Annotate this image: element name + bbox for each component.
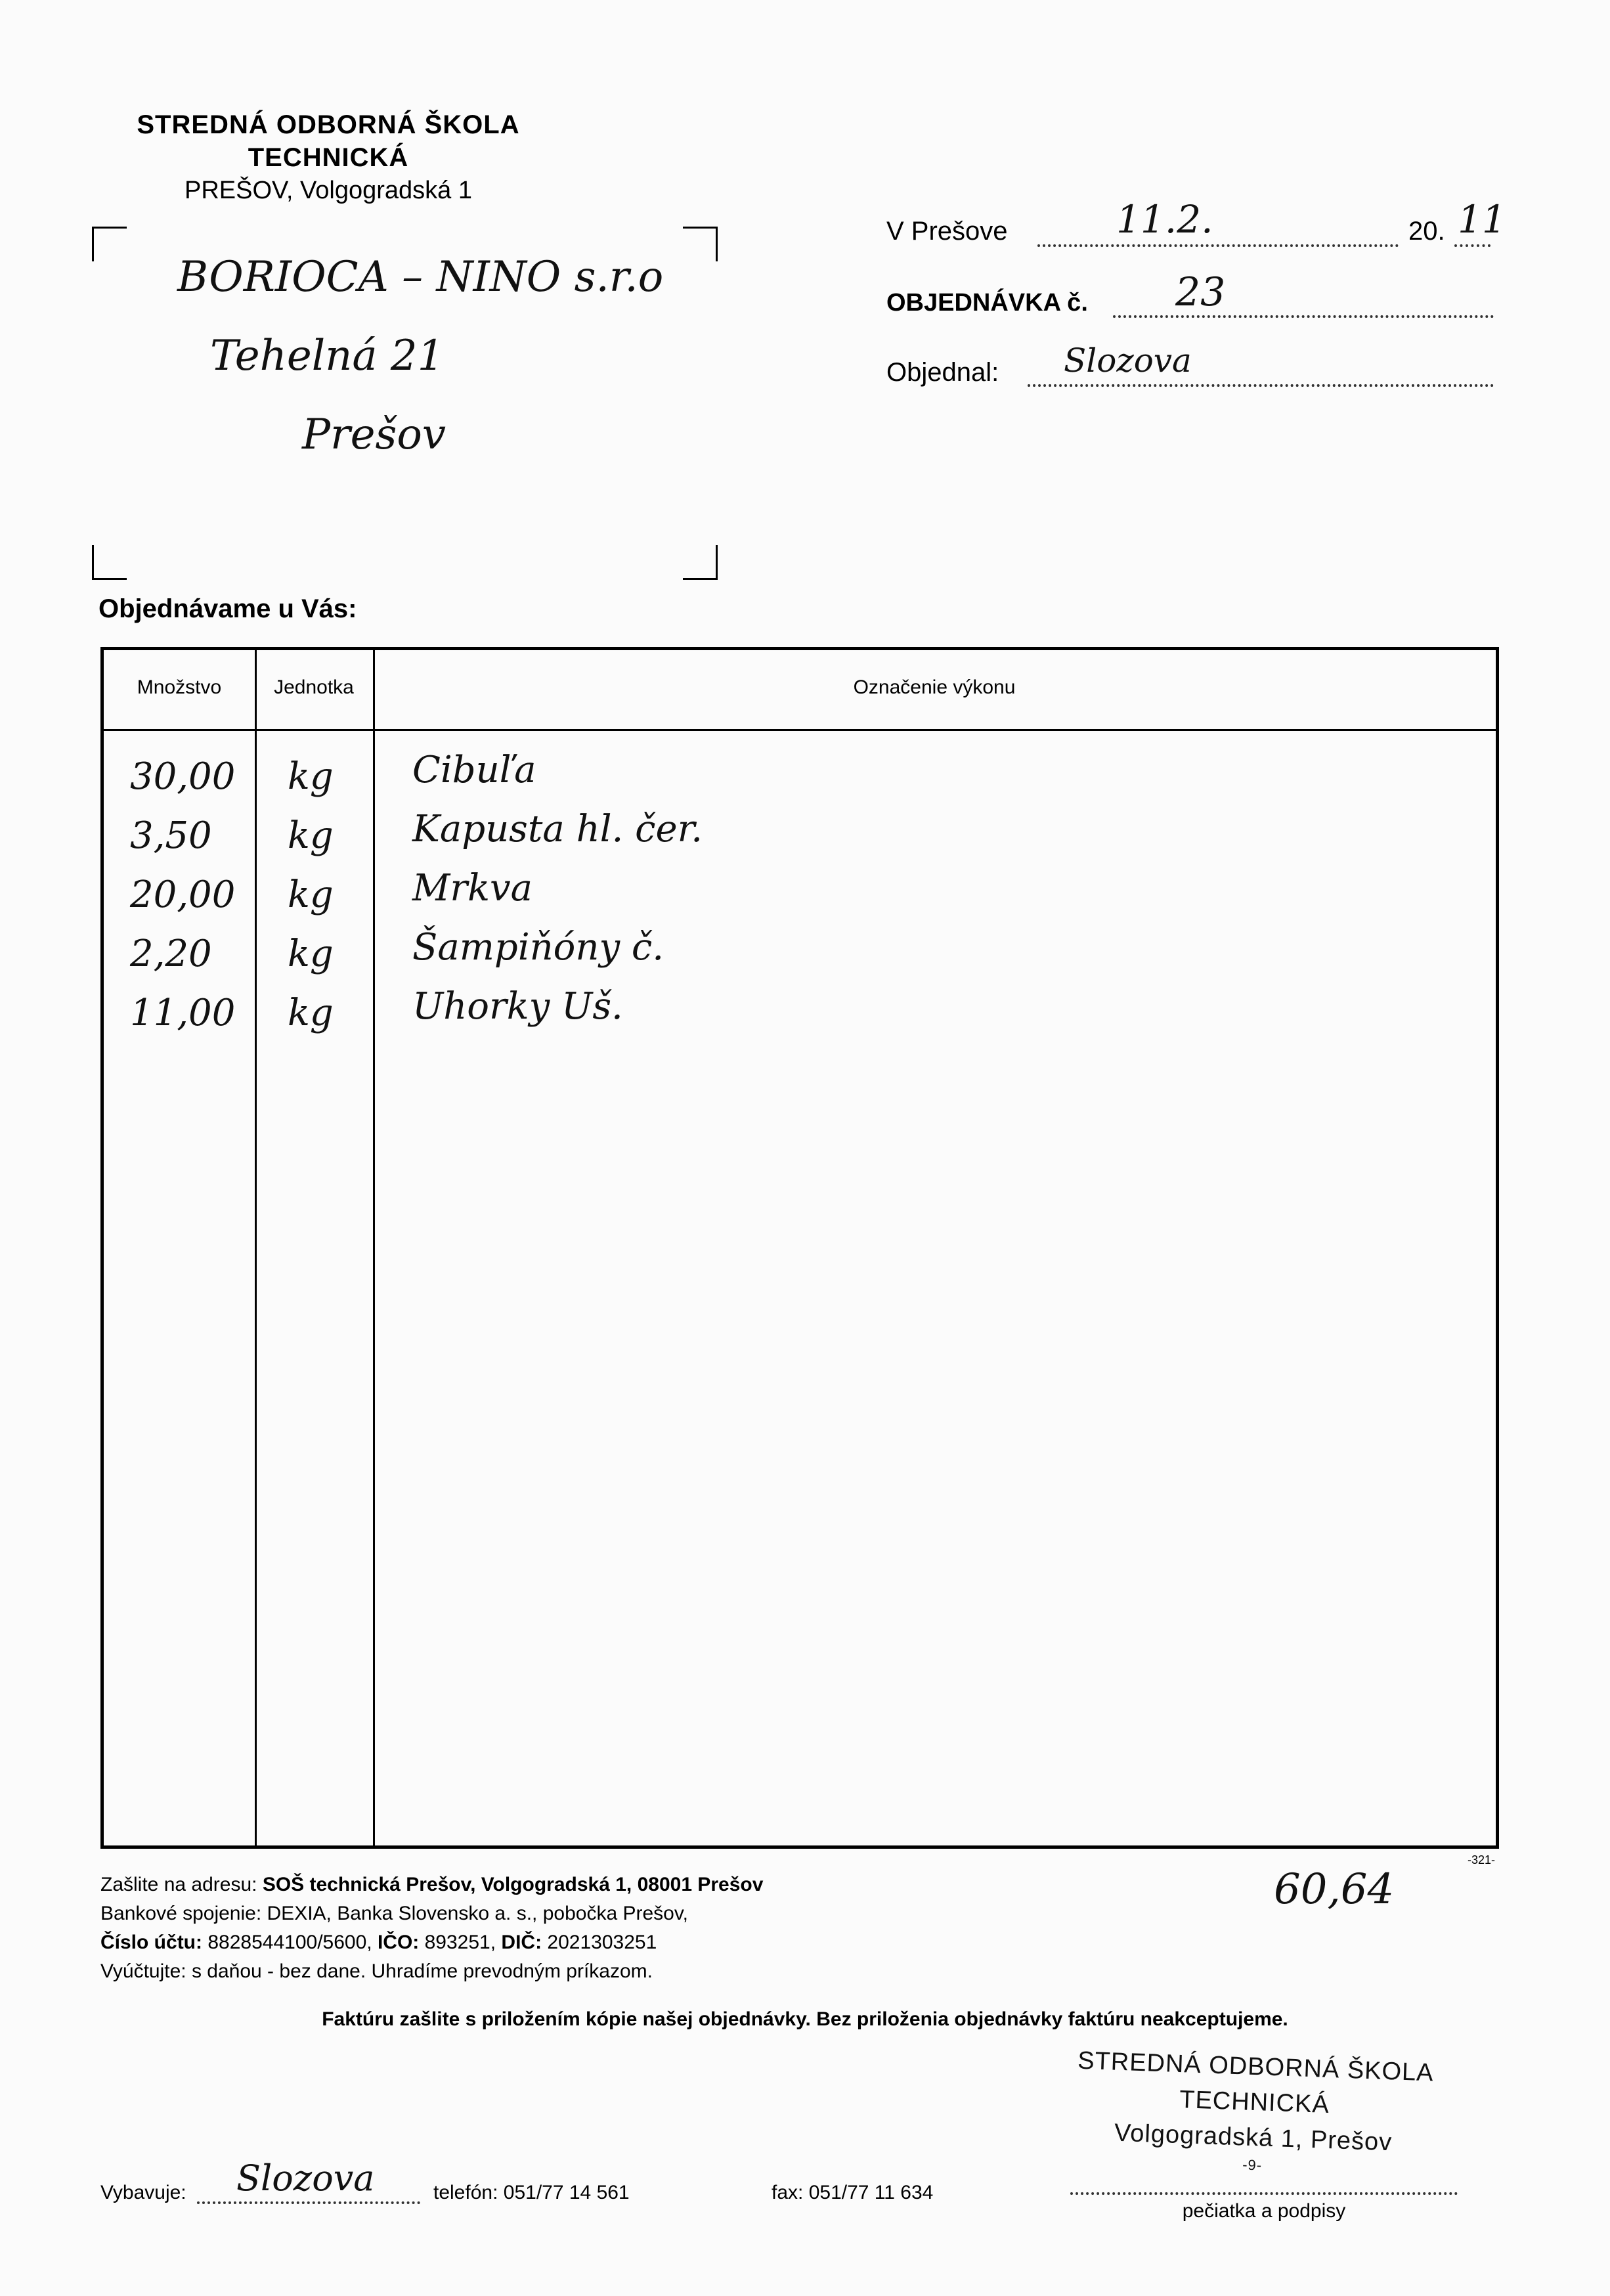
row-description: Cibuľa	[412, 749, 536, 791]
header-unit: Jednotka	[274, 676, 354, 698]
place-label: V Prešove	[886, 217, 1008, 246]
processed-value: Slozova	[236, 2157, 375, 2199]
account-value: 8828544100/5600,	[207, 1932, 372, 1953]
bank-value: DEXIA, Banka Slovensko a. s., pobočka Prešov,	[267, 1903, 688, 1924]
row-unit: kg	[288, 873, 334, 916]
phone-line	[433, 2182, 630, 2204]
header-divider	[104, 729, 1496, 731]
footer-bank-line	[100, 1899, 763, 1928]
billing-label: Vyúčtujte:	[100, 1960, 186, 1982]
column-divider	[373, 650, 375, 1845]
ordered-by-value: Slozova	[1064, 342, 1192, 380]
handwritten-total: 60,64	[1274, 1865, 1395, 1914]
year-value: 11	[1458, 197, 1506, 242]
footer-billing-line	[100, 1957, 763, 1986]
row-unit: kg	[288, 755, 334, 798]
ordered-by-dotted-line	[1028, 384, 1494, 387]
phone-value: 051/77 14 561	[503, 2182, 630, 2203]
bank-label: Bankové spojenie:	[100, 1903, 262, 1924]
row-description: Mrkva	[412, 867, 533, 910]
recipient-city: Prešov	[302, 410, 446, 459]
row-description: Kapusta hl. čer.	[412, 808, 703, 850]
row-unit: kg	[288, 992, 334, 1034]
processed-label: Vybavuje:	[100, 2182, 186, 2203]
stamp-caption: pečiatka a podpisy	[1182, 2200, 1346, 2222]
school-name-line2: TECHNICKÁ	[248, 143, 409, 172]
dic-label: DIČ:	[501, 1932, 542, 1953]
fax-line	[772, 2182, 933, 2204]
stamp-line1: STREDNÁ ODBORNÁ ŠKOLA	[1077, 2046, 1435, 2087]
fax-label: fax:	[772, 2182, 804, 2203]
phone-label: telefón:	[433, 2182, 498, 2203]
row-unit: kg	[288, 814, 334, 857]
school-name-line1: STREDNÁ ODBORNÁ ŠKOLA	[137, 110, 520, 139]
row-quantity: 11,00	[130, 992, 236, 1034]
processed-dotted-line	[197, 2201, 420, 2204]
ordered-by-label: Objednal:	[886, 358, 999, 387]
recipient-street: Tehelná 21	[210, 332, 445, 380]
row-quantity: 30,00	[130, 755, 236, 798]
stamp-line3: Volgogradská 1, Prešov	[1114, 2119, 1393, 2157]
row-quantity: 2,20	[130, 933, 212, 975]
stamp-line4: -9-	[1242, 2156, 1263, 2174]
order-number-value: 23	[1175, 269, 1226, 315]
address-label: Zašlite na adresu:	[100, 1874, 257, 1895]
account-label: Číslo účtu:	[100, 1932, 202, 1953]
fax-value: 051/77 11 634	[808, 2182, 934, 2203]
address-corner-br	[683, 545, 718, 580]
footer-address-line	[100, 1870, 763, 1899]
order-number-row	[886, 289, 1088, 317]
address-corner-tr	[683, 227, 718, 261]
header-quantity: Množstvo	[137, 676, 222, 698]
form-code: -321-	[1468, 1853, 1496, 1866]
row-unit: kg	[288, 933, 334, 975]
invoice-notice: Faktúru zašlite s priložením kópie našej objednávky. Bez priloženia objednávky faktúru neakceptujeme.	[322, 2008, 1288, 2030]
row-description: Šampiňóny č.	[412, 926, 664, 969]
year-dotted-line	[1454, 244, 1490, 247]
ordered-by-row	[886, 358, 999, 387]
footer-info	[100, 1870, 763, 1986]
header-description: Označenie výkonu	[853, 676, 1016, 698]
dic-value: 2021303251	[547, 1932, 657, 1953]
address-corner-tl	[92, 227, 127, 261]
row-description: Uhorky Uš.	[412, 985, 623, 1028]
ico-label: IČO:	[377, 1932, 420, 1953]
stamp-line2: TECHNICKÁ	[1179, 2086, 1330, 2119]
order-intro: Objednávame u Vás:	[98, 594, 357, 623]
year-prefix: 20.	[1408, 217, 1445, 246]
address-corner-bl	[92, 545, 127, 580]
date-dotted-line	[1037, 244, 1399, 247]
school-stamp	[1049, 2042, 1460, 2182]
recipient-name: BORIOCA – NINO s.r.o	[177, 253, 664, 301]
order-table	[100, 647, 1499, 1849]
order-dotted-line	[1113, 315, 1494, 318]
column-divider	[255, 650, 257, 1845]
school-address: PREŠOV, Volgogradská 1	[185, 177, 472, 204]
order-label: OBJEDNÁVKA č.	[886, 289, 1088, 317]
address-value: SOŠ technická Prešov, Volgogradská 1, 08001 Prešov	[262, 1874, 764, 1895]
ico-value: 893251,	[424, 1932, 496, 1953]
school-header	[105, 108, 552, 207]
date-value: 11.2.	[1116, 197, 1213, 242]
place-date-row	[886, 217, 1008, 246]
row-quantity: 20,00	[130, 873, 236, 916]
footer-account-line	[100, 1928, 763, 1957]
stamp-dotted-line	[1070, 2192, 1458, 2195]
billing-value: s daňou - bez dane. Uhradíme prevodným príkazom.	[191, 1960, 653, 1982]
row-quantity: 3,50	[130, 814, 212, 857]
